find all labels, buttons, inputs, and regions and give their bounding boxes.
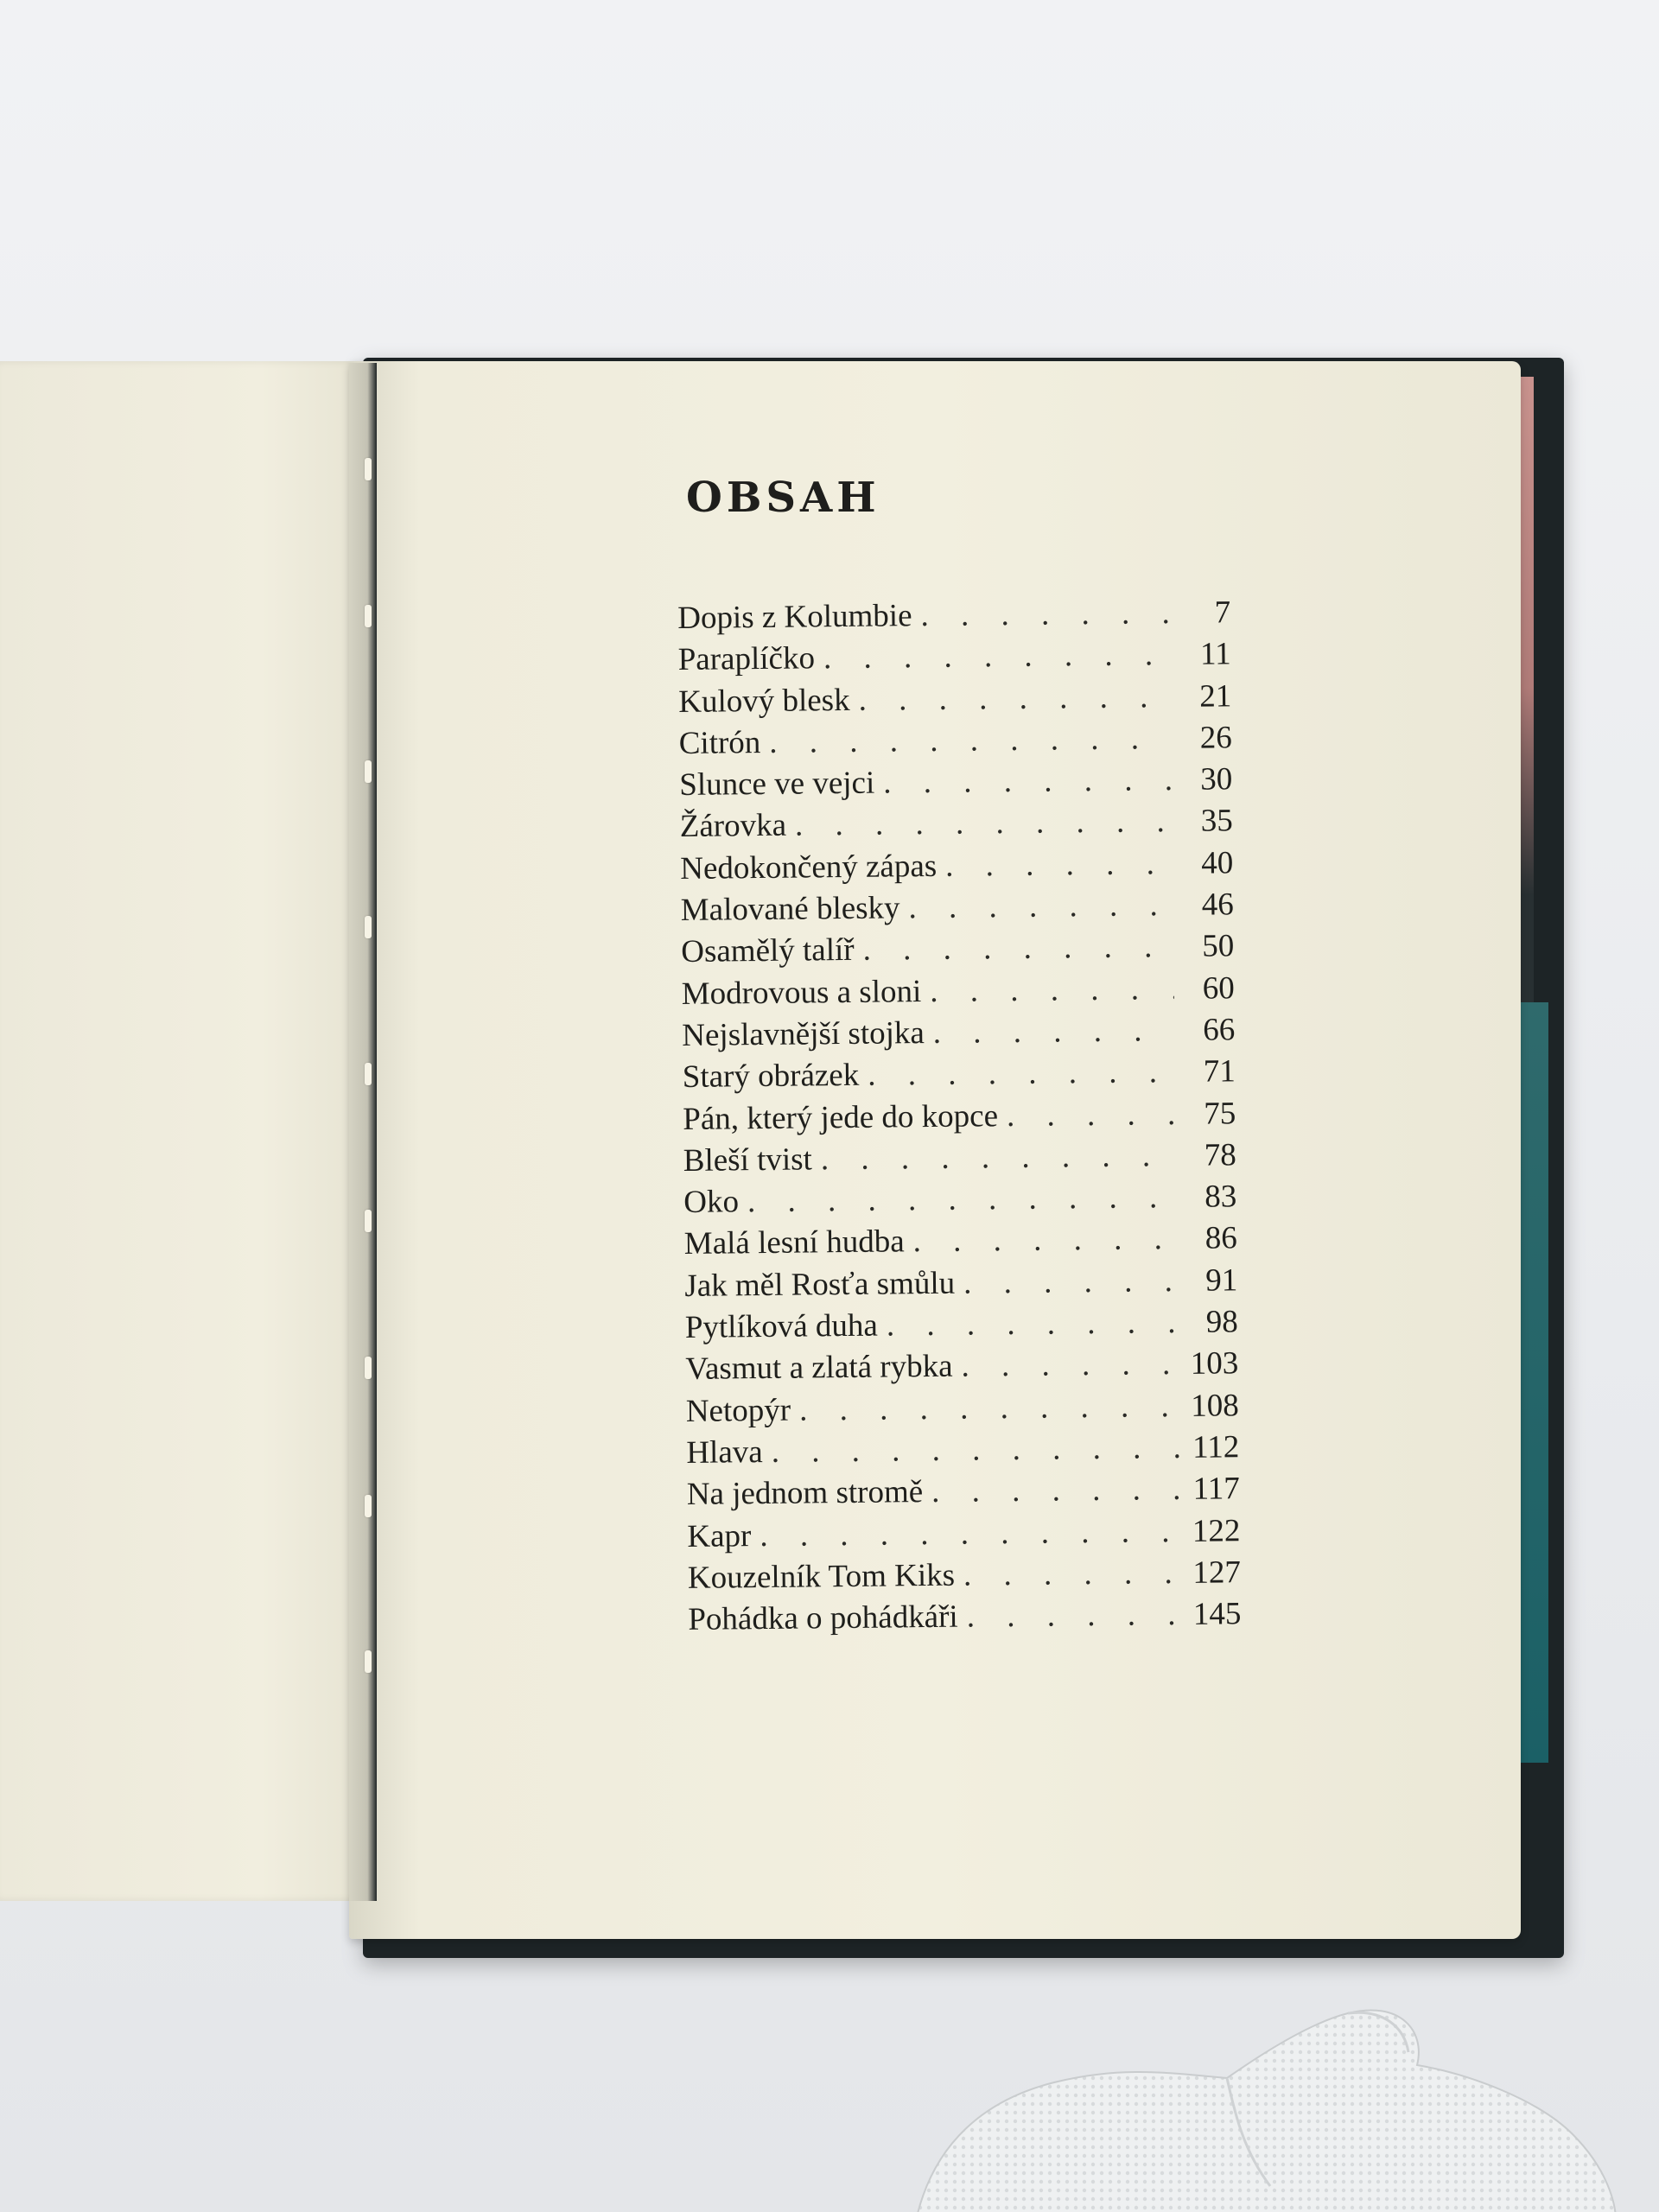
- toc-entry-page: 7: [1214, 594, 1231, 631]
- toc-leader-dots: [912, 1220, 1177, 1260]
- toc-entry-title: Malá lesní hudba: [683, 1224, 905, 1262]
- toc-entry: [681, 928, 1234, 976]
- binding-stitch: [365, 458, 372, 480]
- toc-entry-page: 98: [1205, 1304, 1239, 1340]
- toc-entry-title: Kouzelník Tom Kiks: [687, 1557, 956, 1596]
- toc-entry-title: Bleší tvist: [683, 1141, 813, 1179]
- toc-entry-title: Pohádka o pohádkáři: [688, 1599, 958, 1638]
- toc-entry: [679, 719, 1232, 766]
- toc-entry-title: Vasmut a zlatá rybka: [685, 1349, 953, 1388]
- binding-stitch: [365, 1210, 372, 1232]
- toc-entry: [681, 886, 1234, 933]
- toc-entry-page: 26: [1199, 720, 1232, 756]
- binding-stitch: [365, 1495, 372, 1517]
- toc-entry-title: Dopis z Kolumbie: [677, 598, 912, 636]
- toc-leader-dots: [933, 1012, 1175, 1052]
- toc-leader-dots: [887, 1304, 1178, 1344]
- toc-entry: [683, 1053, 1236, 1101]
- toc-entry: [685, 1303, 1238, 1351]
- page-title: OBSAH: [686, 474, 880, 522]
- toc-leader-dots: [920, 594, 1170, 634]
- toc-entry: [683, 1178, 1236, 1225]
- toc-entry-title: Nedokončený zápas: [680, 848, 938, 887]
- toc-entry: [683, 1095, 1236, 1142]
- toc-entry-title: Nejslavnější stojka: [682, 1015, 925, 1053]
- toc-entry-title: Modrovous a sloni: [681, 973, 922, 1012]
- toc-entry-page: 91: [1205, 1262, 1238, 1299]
- toc-leader-dots: [747, 1179, 1177, 1220]
- toc-entry-title: Netopýr: [685, 1392, 791, 1429]
- toc-entry-title: Kapr: [687, 1517, 752, 1554]
- toc-entry: [686, 1387, 1239, 1434]
- toc-entry-page: 40: [1201, 845, 1234, 881]
- toc-entry: [687, 1470, 1240, 1517]
- toc-entry: [685, 1345, 1238, 1393]
- toc-leader-dots: [769, 720, 1172, 761]
- toc-leader-dots: [760, 1513, 1179, 1554]
- toc-leader-dots: [795, 804, 1173, 845]
- toc-entry-title: Žárovka: [679, 808, 787, 845]
- table-of-contents: [677, 594, 1242, 1643]
- toc-entry-page: 127: [1192, 1554, 1242, 1591]
- toc-entry-page: 75: [1204, 1095, 1236, 1132]
- toc-leader-dots: [966, 1596, 1180, 1636]
- toc-entry: [684, 1262, 1237, 1309]
- toc-entry: [678, 677, 1231, 725]
- toc-leader-dots: [868, 1053, 1175, 1094]
- toc-entry: [687, 1512, 1240, 1560]
- toc-entry: [688, 1554, 1241, 1601]
- toc-leader-dots: [961, 1345, 1178, 1385]
- toc-leader-dots: [771, 1429, 1179, 1471]
- toc-entry-page: 30: [1200, 761, 1233, 798]
- binding-stitch: [365, 916, 372, 938]
- toc-entry-title: Paraplíčko: [677, 640, 816, 678]
- binding-stitch: [365, 1650, 372, 1673]
- toc-entry: [684, 1220, 1237, 1268]
- toc-entry-page: 60: [1202, 969, 1235, 1007]
- toc-entry: [683, 1136, 1236, 1184]
- toc-entry-title: Jak měl Rosťa smůlu: [684, 1265, 956, 1304]
- toc-entry: [686, 1428, 1239, 1476]
- toc-entry-page: 21: [1198, 677, 1232, 715]
- toc-entry: [677, 594, 1230, 641]
- toc-leader-dots: [930, 970, 1174, 1010]
- toc-entry-page: 83: [1205, 1179, 1237, 1215]
- toc-leader-dots: [883, 761, 1172, 801]
- toc-entry-page: 66: [1203, 1012, 1236, 1048]
- binding-stitch: [365, 1063, 372, 1085]
- toc-entry-page: 50: [1202, 928, 1235, 965]
- toc-entry-page: 11: [1199, 636, 1231, 672]
- toc-entry: [680, 803, 1233, 850]
- toc-entry-title: Citrón: [678, 724, 761, 761]
- toc-entry-title: Slunce ve vejci: [679, 765, 875, 804]
- left-page: [0, 361, 373, 1901]
- toc-entry-title: Na jednom stromě: [686, 1474, 924, 1513]
- toc-entry-page: 122: [1192, 1512, 1241, 1549]
- book-gutter: [346, 363, 377, 1901]
- toc-leader-dots: [945, 845, 1173, 885]
- toc-entry-title: Starý obrázek: [682, 1058, 860, 1096]
- toc-entry: [682, 969, 1235, 1017]
- toc-entry-page: 108: [1191, 1387, 1240, 1424]
- toc-entry-page: 112: [1192, 1429, 1240, 1465]
- toc-entry-title: Kulový blesk: [678, 682, 850, 720]
- binding-stitch: [365, 760, 372, 783]
- toc-leader-dots: [963, 1554, 1180, 1594]
- toc-entry-page: 86: [1205, 1220, 1237, 1257]
- toc-leader-dots: [1007, 1096, 1176, 1135]
- toc-entry-title: Hlava: [686, 1433, 763, 1471]
- toc-entry-page: 46: [1201, 887, 1234, 923]
- toc-leader-dots: [823, 636, 1171, 677]
- toc-entry-page: 35: [1200, 803, 1233, 840]
- toc-leader-dots: [963, 1262, 1178, 1302]
- toc-entry-title: Pytlíková duha: [684, 1307, 879, 1345]
- binding-stitch: [365, 1357, 372, 1379]
- toc-leader-dots: [799, 1388, 1179, 1429]
- toc-entry-page: 103: [1190, 1345, 1239, 1382]
- toc-entry-page: 71: [1203, 1053, 1236, 1090]
- toc-entry-page: 78: [1204, 1137, 1236, 1173]
- toc-entry: [678, 636, 1231, 683]
- binding-stitch: [365, 605, 372, 627]
- toc-leader-dots: [858, 678, 1171, 719]
- toc-entry-page: 145: [1192, 1596, 1242, 1632]
- toc-entry: [688, 1595, 1241, 1643]
- toc-entry-title: Oko: [683, 1184, 740, 1221]
- toc-entry-title: Malované blesky: [680, 890, 900, 929]
- toc-entry-title: Osamělý talíř: [681, 932, 855, 970]
- toc-entry: [679, 760, 1232, 808]
- toc-entry: [680, 844, 1233, 892]
- toc-entry-title: Pán, který jede do kopce: [683, 1097, 999, 1137]
- toc-entry-page: 117: [1192, 1471, 1241, 1508]
- toc-leader-dots: [908, 887, 1173, 926]
- toc-leader-dots: [821, 1137, 1176, 1178]
- toc-entry: [682, 1011, 1235, 1058]
- toc-leader-dots: [931, 1471, 1179, 1510]
- white-glove-hand: [864, 1858, 1642, 2212]
- toc-leader-dots: [862, 928, 1173, 969]
